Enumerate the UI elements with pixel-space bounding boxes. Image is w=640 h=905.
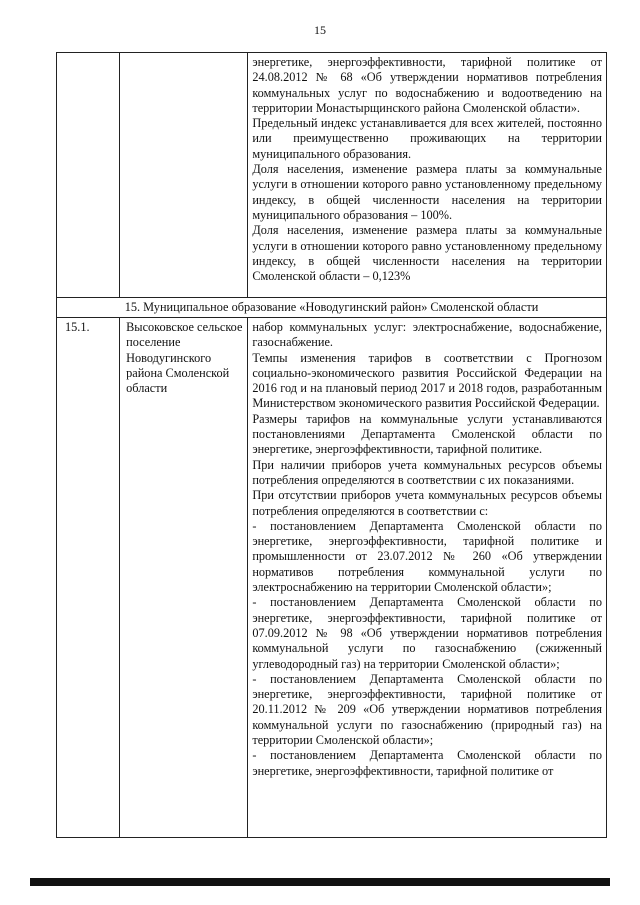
paragraph: Доля населения, изменение размера платы за коммунальные услуги в отношении которого равно установленному предельному индексу, в общей численности населения на территории Смоленской области – 0,123% <box>252 223 602 284</box>
page-number: 15 <box>314 23 326 37</box>
paragraph: При отсутствии приборов учета коммунальных ресурсов объемы потребления определяются в соответствии с: <box>252 488 602 518</box>
tariff-table <box>56 52 607 838</box>
name-cell-empty <box>120 53 248 298</box>
paragraph: - постановлением Департамента Смоленской области по энергетике, энергоэффективности, тарифной политике от <box>252 748 602 778</box>
paragraph: набор коммунальных услуг: электроснабжение, водоснабжение, газоснабжение. <box>252 320 602 350</box>
description-cell <box>248 53 607 298</box>
paragraph: - постановлением Департамента Смоленской области по энергетике, энергоэффективности, тарифной политике и промышленности от 23.07.2012 № 260 «Об утверждении нормативов потребления коммунальной услуги по электроснабжению на территории Смоленской области»; <box>252 518 602 595</box>
settlement-name: Высоковское сельское поселение Новодугинского района Смоленской области <box>126 320 243 396</box>
name-cell <box>120 318 248 838</box>
table-row <box>57 318 607 838</box>
section-header-row <box>57 298 607 318</box>
paragraph: Доля населения, изменение размера платы за коммунальные услуги в отношении которого равно установленному предельному индексу, в общей численности населения на территории муниципального образования – 100%. <box>252 162 602 222</box>
top-row-text <box>248 53 606 284</box>
main-row-text <box>248 318 606 779</box>
number-cell-empty <box>57 53 120 298</box>
description-cell <box>248 318 607 838</box>
table-row-continued <box>57 53 607 298</box>
paragraph: При наличии приборов учета коммунальных ресурсов объемы потребления определяются в соответствии с их показаниями. <box>252 457 602 487</box>
paragraph: - постановлением Департамента Смоленской области по энергетике, энергоэффективности, тарифной политике от 20.11.2012 № 209 «Об утверждении нормативов потребления коммунальной услуги по газоснабжению (природный газ) на территории Смоленской области»; <box>252 671 602 748</box>
paragraph: - постановлением Департамента Смоленской области по энергетике, энергоэффективности, тарифной политике от 07.09.2012 № 98 «Об утверждении нормативов потребления коммунальной услуги по газоснабжению (сжиженный углеводородный газ) на территории Смоленской области»; <box>252 595 602 671</box>
paragraph: Предельный индекс устанавливается для всех жителей, постоянно или преимущественно проживающих на территории муниципального образования. <box>252 116 602 161</box>
paragraph: энергетике, энергоэффективности, тарифной политике от 24.08.2012 № 68 «Об утверждении нормативов потребления коммунальных услуг по водоснабжению и водоотведению на территории Монастырщинского района Смоленской области». <box>252 55 602 115</box>
paragraph: Размеры тарифов на коммунальные услуги устанавливаются постановлениями Департамента Смоленской области по энергетике, энергоэффективности, тарифной политике. <box>252 411 602 457</box>
number-cell <box>57 318 120 838</box>
row-number: 15.1. <box>65 320 90 334</box>
paragraph: Темпы изменения тарифов в соответствии с Прогнозом социально-экономического развития Российской Федерации на 2016 год и на плановый период 2017 и 2018 годов, разработанным Министерством экономического развития Российской Федерации. <box>252 350 602 411</box>
scan-bottom-edge <box>30 878 610 886</box>
section-title: 15. Муниципальное образование «Новодугинский район» Смоленской области <box>57 298 607 318</box>
